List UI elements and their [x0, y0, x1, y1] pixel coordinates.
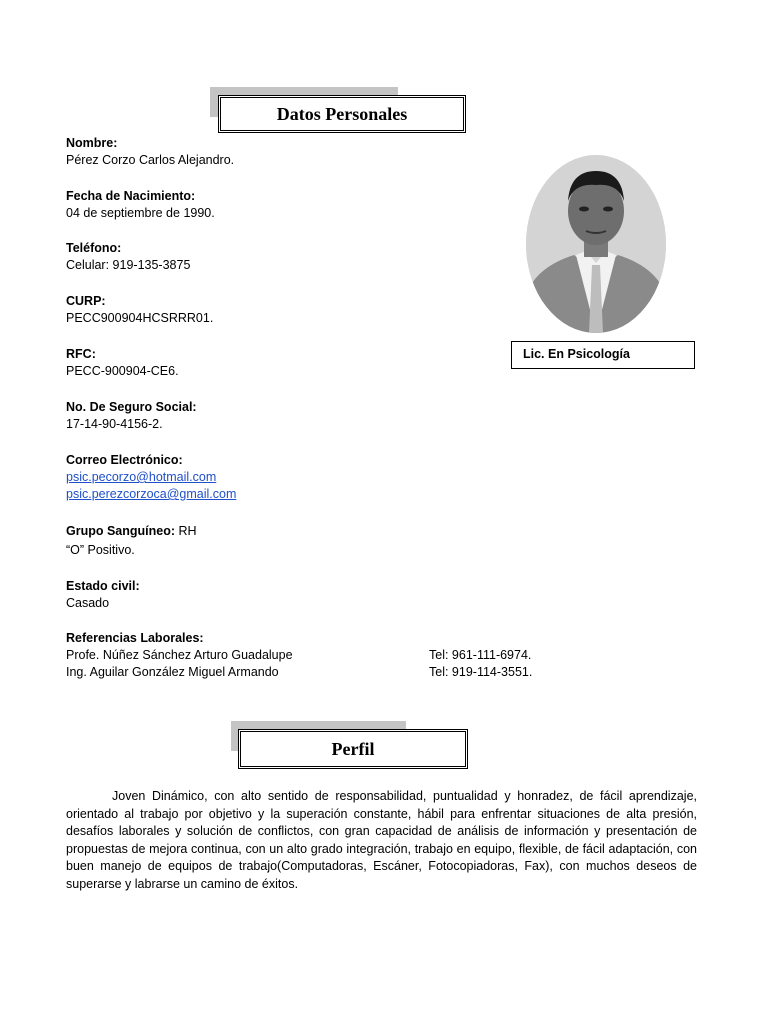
field-referencias: [66, 630, 566, 681]
reference-row: [66, 647, 566, 664]
field-nombre: [66, 135, 234, 169]
field-value: PECC900904HCSRRR01.: [66, 311, 214, 325]
field-label: Referencias Laborales:: [66, 631, 204, 645]
field-correo: [66, 452, 236, 503]
field-telefono: [66, 240, 190, 274]
field-label: CURP:: [66, 294, 106, 308]
field-value: 04 de septiembre de 1990.: [66, 206, 215, 220]
reference-phone: Tel: 961-111-6974.: [429, 648, 532, 662]
field-value: Pérez Corzo Carlos Alejandro.: [66, 153, 235, 167]
reference-name: Ing. Aguilar González Miguel Armando: [66, 665, 279, 679]
field-fecha-nacimiento: [66, 188, 215, 222]
field-value: 17-14-90-4156-2.: [66, 417, 163, 431]
field-estado-civil: [66, 578, 140, 612]
profile-heading-text: Perfil: [238, 729, 468, 769]
reference-name: Profe. Núñez Sánchez Arturo Guadalupe: [66, 648, 293, 662]
field-value: “O” Positivo.: [66, 543, 135, 557]
field-label-line: [66, 523, 197, 540]
field-label: Grupo Sanguíneo:: [66, 524, 176, 538]
field-seguro-social: [66, 399, 197, 433]
profile-paragraph: [66, 788, 697, 893]
field-label: Fecha de Nacimiento:: [66, 189, 196, 203]
person-portrait-icon: [526, 155, 666, 333]
field-value: Celular: 919-135-3875: [66, 258, 191, 272]
profile-text: Joven Dinámico, con alto sentido de responsabilidad, puntualidad y honradez, de fácil aprendizaje, orientado al trabajo por objetivo y la superación constante, hábil para enfrentar situaciones de alta presión, desafíos laborales y solución de conflictos, con gran capacidad de análisis de información y presentación de propuestas de mejora continua, con un alto grado integración, trabajo en equipo, flexible, de fácil adaptación, con buen manejo de equipos de trabajo(Computadoras, Escáner, Fotocopiadoras, Fax), con muchos deseos de superarse y labrarse un camino de éxitos.: [66, 789, 697, 891]
reference-row: [66, 664, 566, 681]
field-label: Correo Electrónico:: [66, 453, 183, 467]
reference-phone: Tel: 919-114-3551.: [429, 665, 533, 679]
field-value: Casado: [66, 596, 110, 610]
field-grupo-sanguineo: [66, 523, 197, 559]
field-rfc: [66, 346, 179, 380]
field-curp: [66, 293, 213, 327]
email-link[interactable]: psic.perezcorzoca@gmail.com: [66, 487, 237, 501]
field-label: Estado civil:: [66, 579, 140, 593]
field-label: RFC:: [66, 347, 96, 361]
field-value: PECC-900904-CE6.: [66, 364, 179, 378]
field-label: Nombre:: [66, 136, 118, 150]
field-inline-value: RH: [175, 524, 197, 538]
profile-photo: [526, 155, 666, 333]
field-label: Teléfono:: [66, 241, 122, 255]
email-link[interactable]: psic.pecorzo@hotmail.com: [66, 470, 217, 484]
field-label: No. De Seguro Social:: [66, 400, 197, 414]
personal-data-heading-text: Datos Personales: [218, 95, 466, 133]
degree-title: Lic. En Psicología: [511, 341, 695, 369]
